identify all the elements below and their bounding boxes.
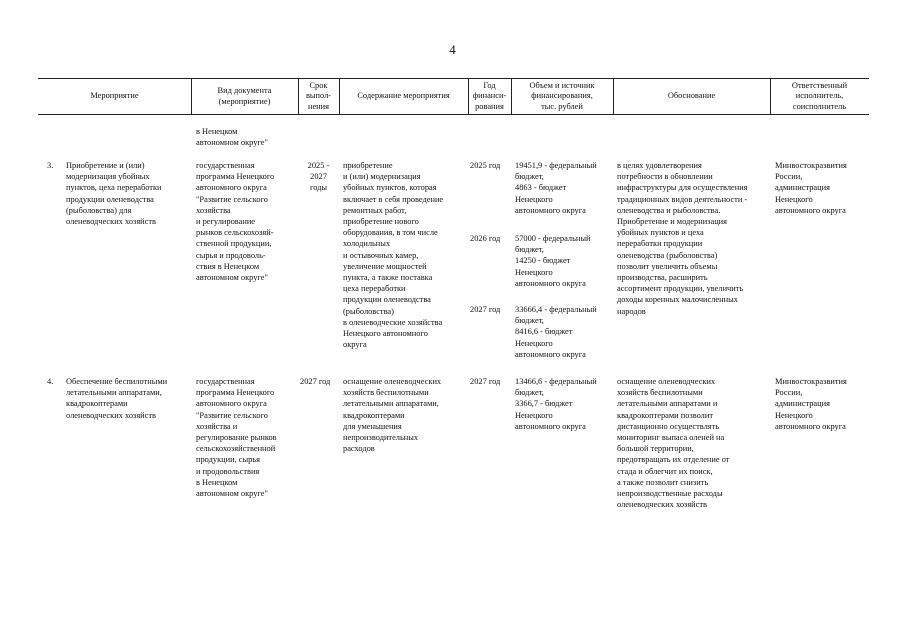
term-text: 2025 - 2027 годы <box>307 161 330 193</box>
header-document: Вид документа (мероприятие) <box>217 86 272 106</box>
funding-year: 2026 год <box>470 234 501 243</box>
header-basis: Обоснование <box>667 91 716 101</box>
funding-year: 2025 год <box>470 161 501 170</box>
header-term: Срок выпол- нения <box>305 80 332 111</box>
header-funding: Объем и источник финансирования, тыс. рублей <box>529 80 595 111</box>
basis-text: в целях удовлетворения потребности в обновлении инфраструктуры для осуществления традиционных видов деятельности - оленеводства и рыболовства. Приобретение и модернизация убойных пунктов и цеха переработки продукции оленеводства (рыболовства) позволит увеличить объемы производства, расширить ассортимент продукции, увеличить доходы коренных малочисленных народов <box>617 161 748 316</box>
event-text: Приобретение и (или) модернизация убойных пунктов, цеха переработки продукции оленеводства (рыболовства) для оленеводческих хозяйств <box>66 161 162 227</box>
responsible-text: Минвостокразвития России, администрация Ненецкого автономного округа <box>775 377 847 431</box>
header-responsible: Ответственный исполнитель, соисполнитель <box>791 80 848 111</box>
responsible-text: Минвостокразвития России, администрация Ненецкого автономного округа <box>775 161 847 215</box>
document-text: государственная программа Ненецкого автономного округа "Развитие сельского хозяйства и регулирование рынков сельскохозяйственной продукции, сырья и продовольствия в Ненецком автономном округе" <box>196 377 277 499</box>
content-text: оснащение оленеводческих хозяйств беспилотными летательными аппаратами, квадрокоптерами для уменьшения непроизводительных расходов <box>343 377 442 454</box>
header-content: Содержание мероприятия <box>357 91 450 101</box>
header-event: Мероприятие <box>90 91 139 101</box>
funding-amount: 33666,4 - федеральный бюджет, 8416,6 - бюджет Ненецкого автономного округа <box>515 305 597 359</box>
page-number: 4 <box>449 42 456 57</box>
funding-amount: 57000 - федеральный бюджет, 14250 - бюджет Ненецкого автономного округа <box>515 234 591 288</box>
funding-amount: 13466,6 - федеральный бюджет, 3366,7 - бюджет Ненецкого автономного округа <box>515 377 597 431</box>
document-text: государственная программа Ненецкого автономного округа "Развитие сельского хозяйства и регулирование рынков сельскохозяй- ственной продукции, сырья и продоволь- ствия в Ненецком автономном округе" <box>196 161 275 283</box>
funding-year: 2027 год <box>470 377 501 386</box>
row-number: 3. <box>47 161 54 170</box>
funding-amount: 19451,9 - федеральный бюджет, 4863 - бюджет Ненецкого автономного округа <box>515 161 597 215</box>
row-number: 4. <box>47 377 54 386</box>
funding-year: 2027 год <box>470 305 501 314</box>
content-text: приобретение и (или) модернизация убойных пунктов, которая включает в себя проведение ремонтных работ, приобретение нового оборудования, в том числе холодильных и остывочных камер, увеличение мощностей пункта, а также поставка цеха переработки продукции оленеводства (рыболовства) в оленеводческие хозяйства Ненецкого автономного округа <box>343 161 444 350</box>
continuation-document-text: в Ненецком автономном округе" <box>196 127 268 148</box>
header-year: Год финанси- рования <box>472 80 507 111</box>
term-text: 2027 год <box>300 377 331 386</box>
event-text: Обеспечение беспилотными летательными аппаратами, квадрокоптерами оленеводческих хозяйств <box>66 377 168 420</box>
basis-text: оснащение оленеводческих хозяйств беспилотными летательными аппаратами и квадрокоптерами позволит дистанционно осуществлять мониторинг выпаса оленей на большой территории, предотвращать их отделение от стада и облегчит их поиск, а также позволит снизить непроизводственные расходы оленеводческих хозяйств <box>617 377 730 510</box>
header-bottom-border <box>38 114 869 115</box>
